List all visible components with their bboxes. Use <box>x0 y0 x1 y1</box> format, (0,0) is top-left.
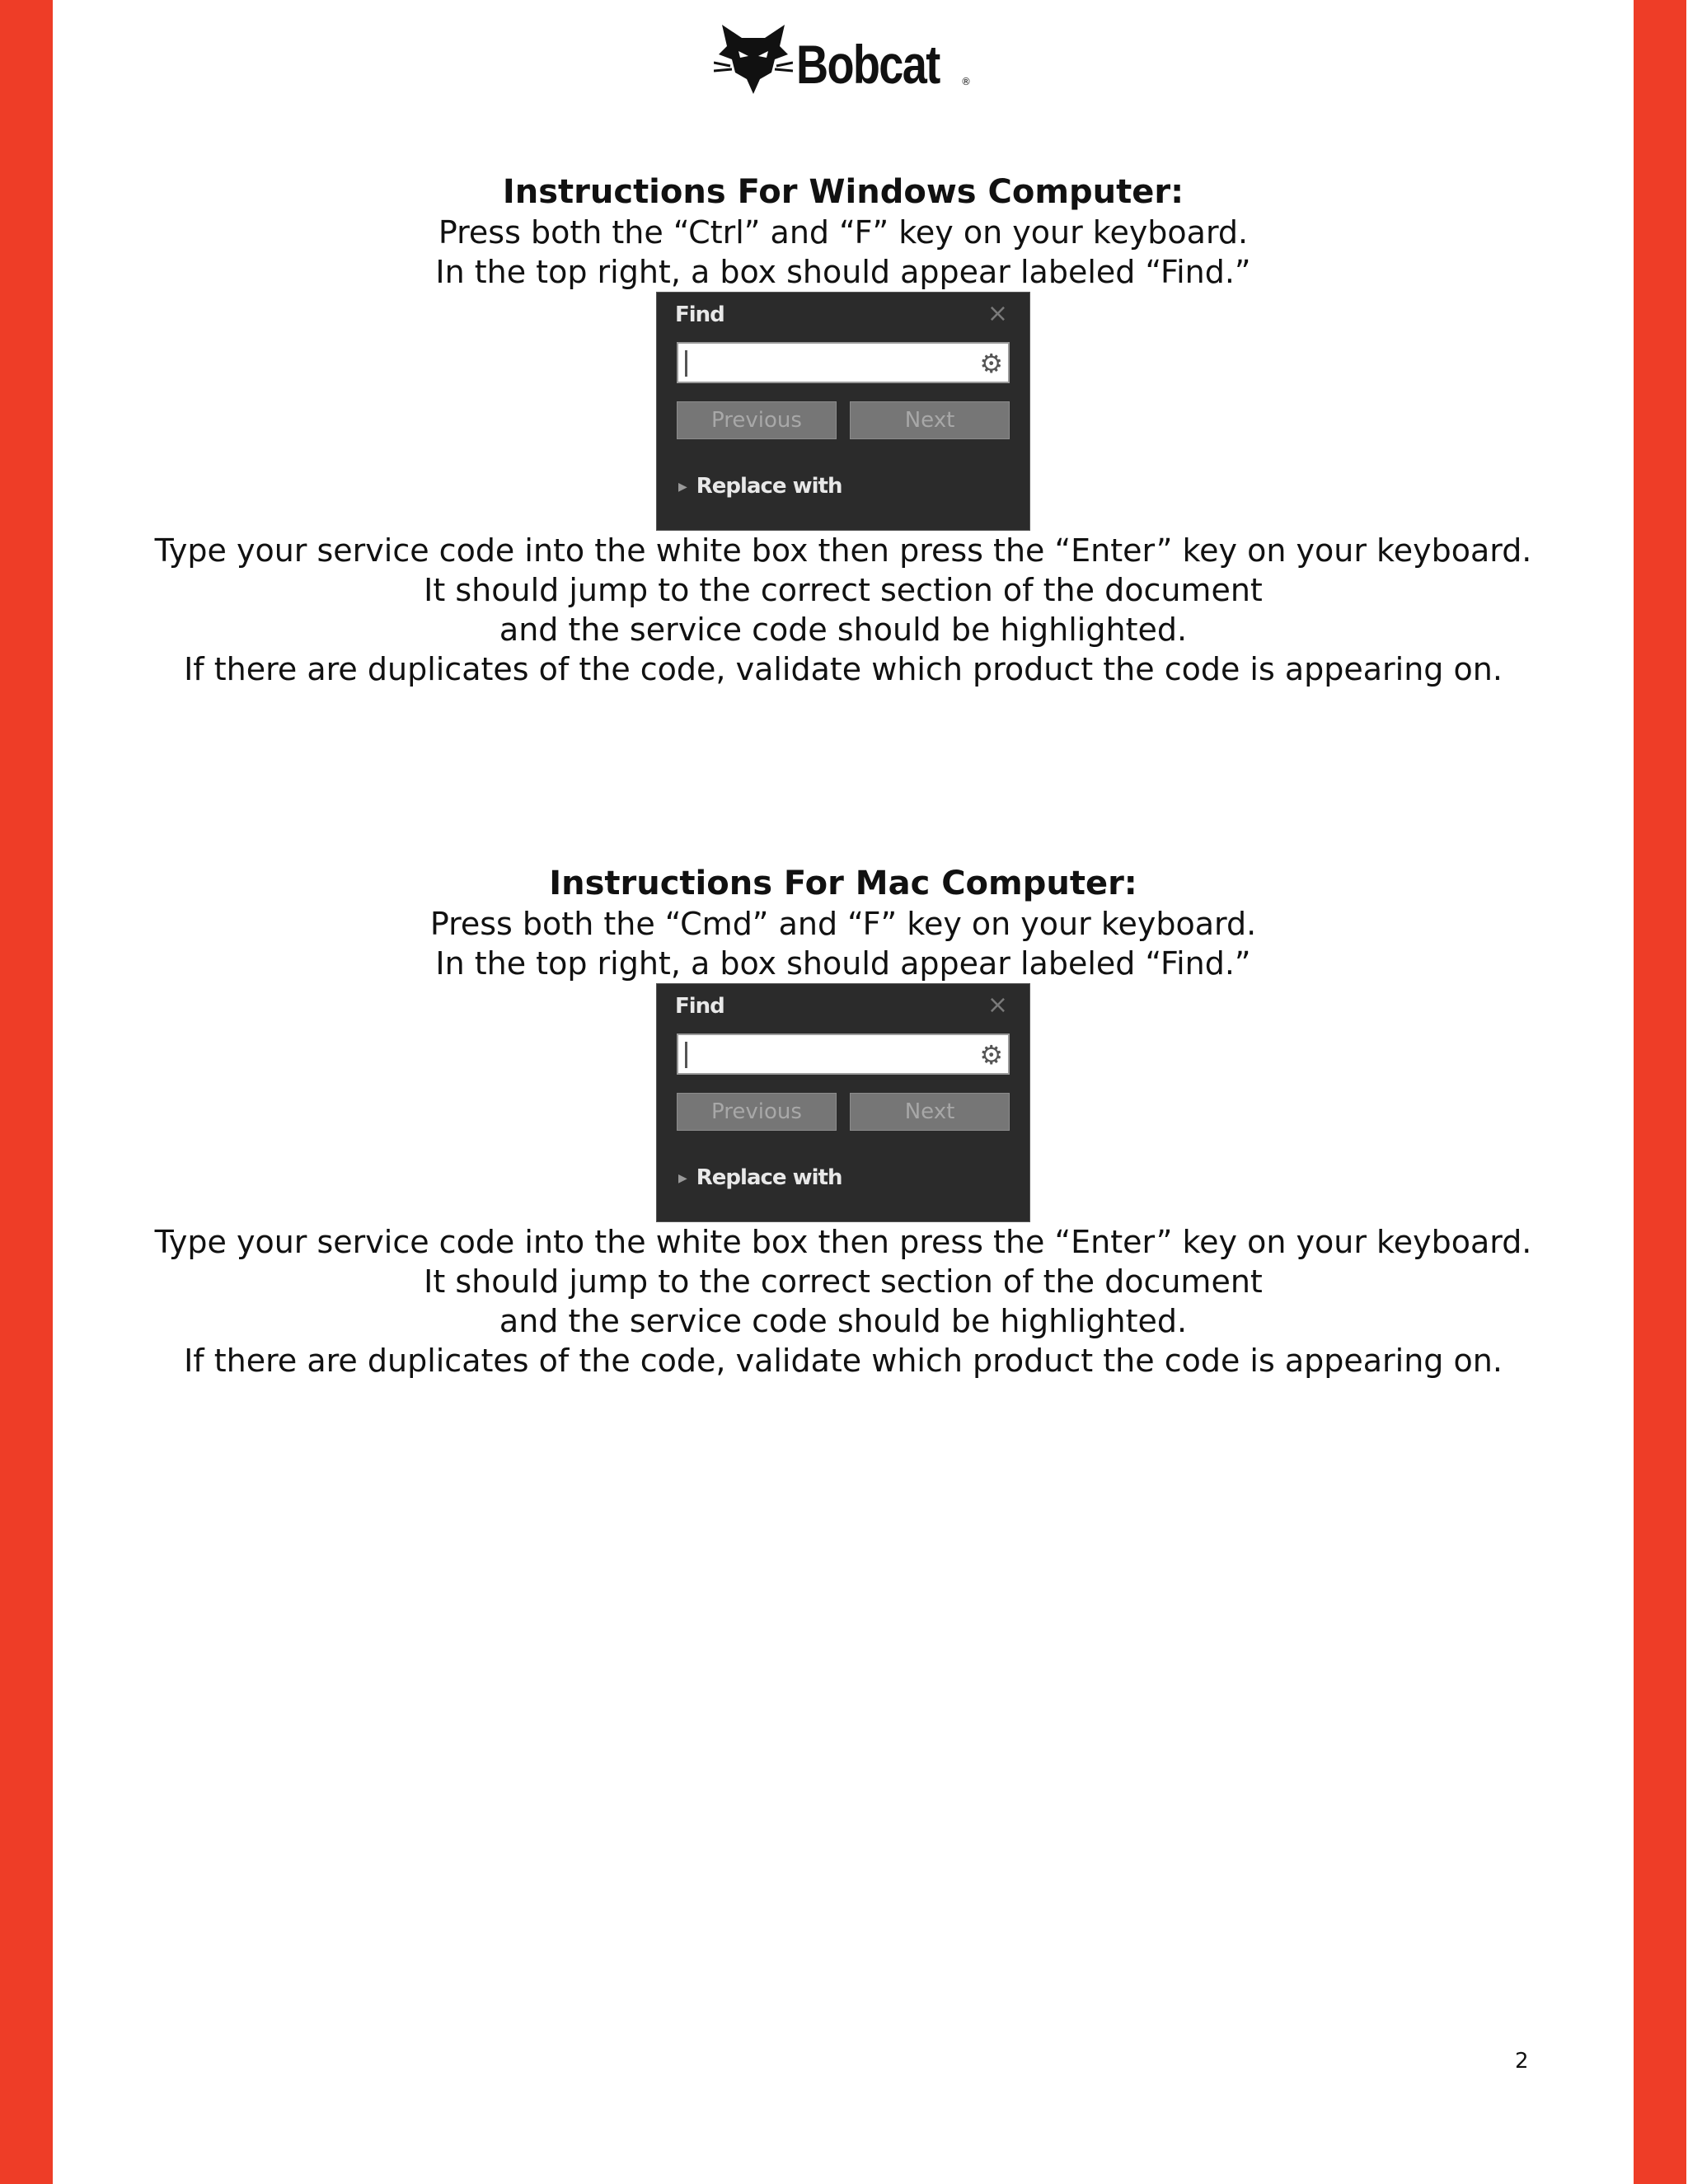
previous-button[interactable]: Previous <box>677 1093 837 1131</box>
bobcat-logo <box>714 21 978 97</box>
text-caret <box>685 350 687 377</box>
section-heading: Instructions For Windows Computer: <box>502 173 1184 211</box>
intro-line: Press both the “Ctrl” and “F” key on your keyboard. <box>438 214 1249 251</box>
text-caret <box>685 1042 687 1068</box>
find-search-input[interactable] <box>677 1033 1010 1075</box>
page-number: 2 <box>1515 2049 1529 2074</box>
mac-instructions-section <box>53 863 1634 1380</box>
find-search-input[interactable] <box>677 342 1010 383</box>
windows-instructions-section <box>53 171 1634 689</box>
right-accent-bar <box>1634 0 1686 2184</box>
previous-button[interactable]: Previous <box>677 401 837 439</box>
step-line: It should jump to the correct section of the document <box>424 572 1263 608</box>
intro-line: Press both the “Cmd” and “F” key on your keyboard. <box>429 906 1257 942</box>
intro-line: In the top right, a box should appear labeled “Find.” <box>435 254 1251 290</box>
step-line: and the service code should be highlighted. <box>499 1303 1188 1339</box>
find-dialog-title: Find <box>675 302 724 327</box>
close-icon[interactable]: × <box>987 991 1008 1019</box>
gear-icon[interactable]: ⚙ <box>979 1039 1003 1071</box>
next-button[interactable]: Next <box>850 401 1010 439</box>
intro-line: In the top right, a box should appear labeled “Find.” <box>435 945 1251 982</box>
left-accent-bar <box>0 0 53 2184</box>
find-dialog <box>656 983 1030 1222</box>
find-dialog <box>656 292 1030 531</box>
bobcat-head-icon <box>714 21 793 97</box>
expand-arrow-icon: ▶ <box>678 480 687 494</box>
replace-with-label: Replace with <box>696 1165 842 1190</box>
section-heading: Instructions For Mac Computer: <box>549 865 1137 902</box>
step-line: It should jump to the correct section of the document <box>424 1263 1263 1300</box>
step-line: Type your service code into the white box then press the “Enter” key on your keyboard. <box>154 532 1532 569</box>
gear-icon[interactable]: ⚙ <box>979 348 1003 379</box>
close-icon[interactable]: × <box>987 299 1008 328</box>
step-line: and the service code should be highlighted. <box>499 612 1188 648</box>
next-button[interactable]: Next <box>850 1093 1010 1131</box>
replace-with-label: Replace with <box>696 474 842 499</box>
registered-mark: ® <box>961 76 971 87</box>
replace-with-toggle[interactable] <box>678 474 842 499</box>
step-line: If there are duplicates of the code, validate which product the code is appearing on. <box>184 1343 1503 1379</box>
step-line: Type your service code into the white box then press the “Enter” key on your keyboard. <box>154 1224 1532 1260</box>
expand-arrow-icon: ▶ <box>678 1171 687 1185</box>
step-line: If there are duplicates of the code, validate which product the code is appearing on. <box>184 651 1503 687</box>
replace-with-toggle[interactable] <box>678 1165 842 1190</box>
bobcat-wordmark: Bobcat <box>796 34 940 95</box>
find-dialog-title: Find <box>675 994 724 1019</box>
